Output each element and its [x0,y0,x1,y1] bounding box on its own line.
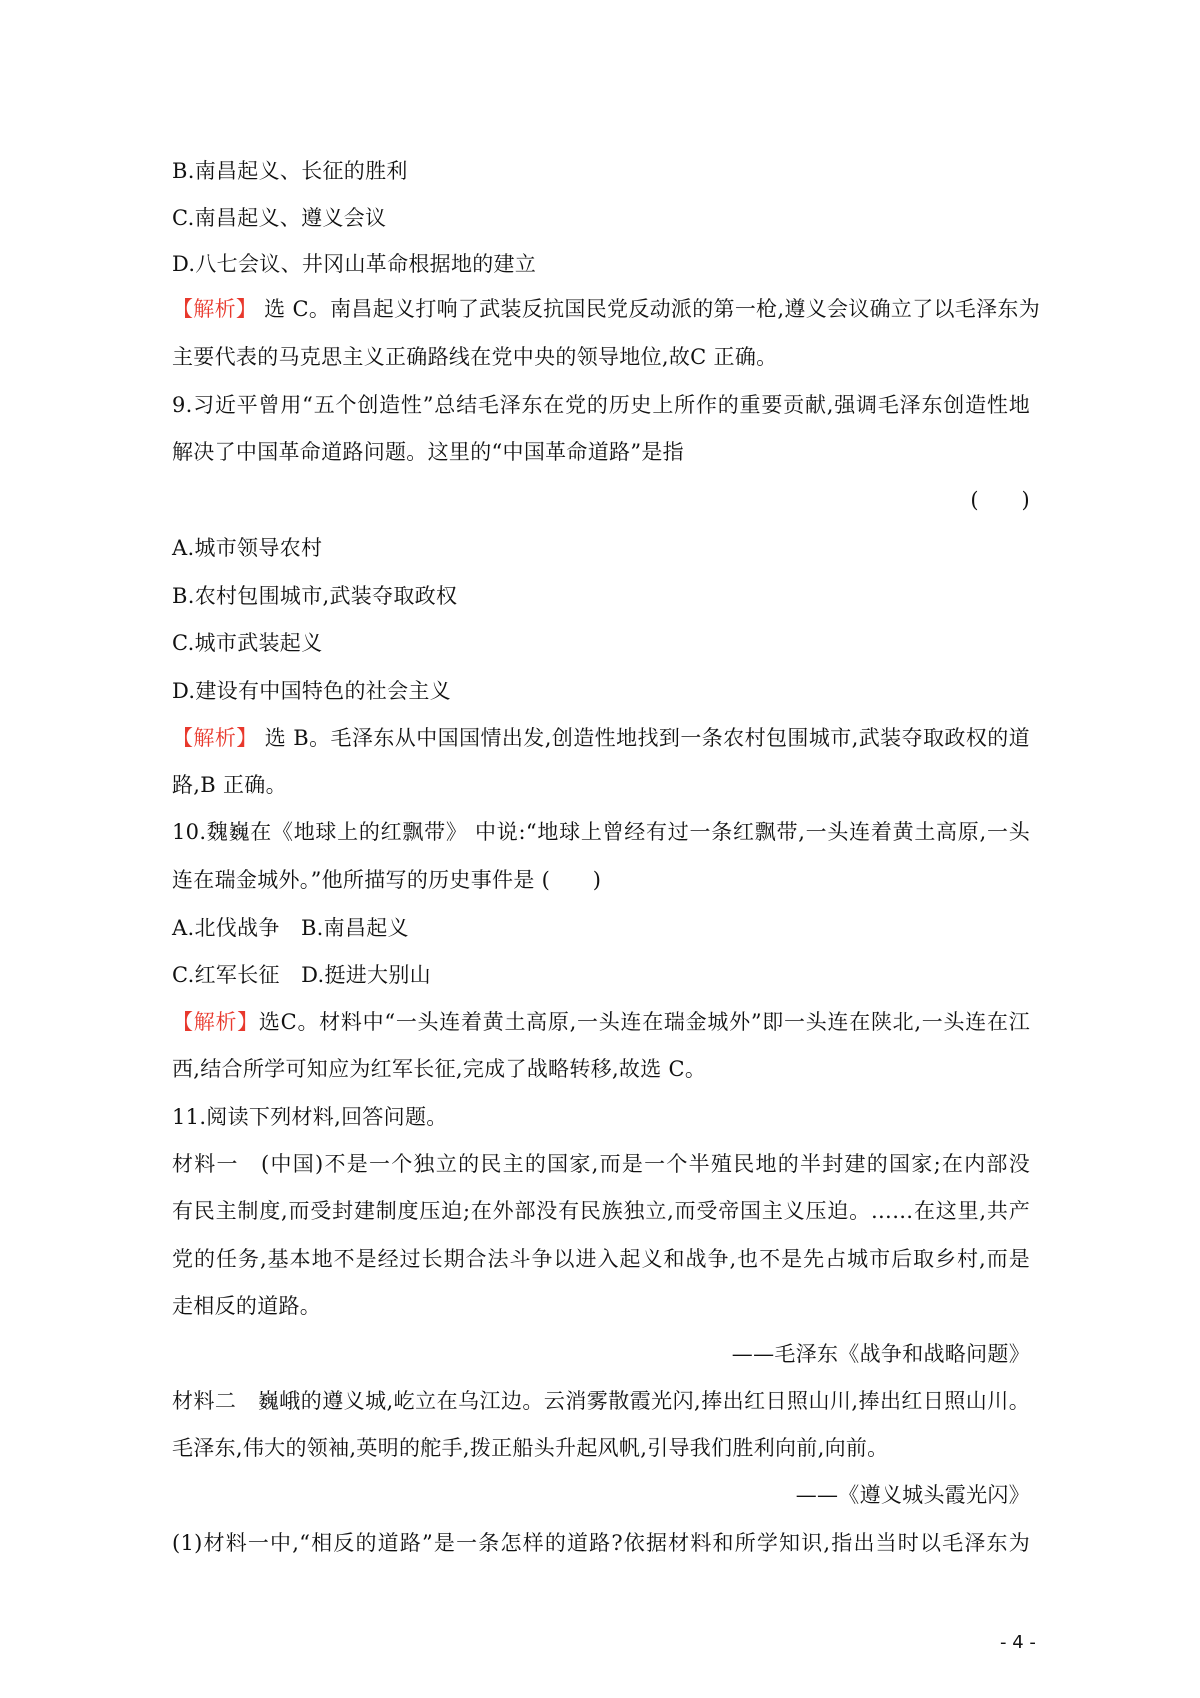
option-a-q9: A.城市领导农村 [172,536,323,560]
analysis-tag: 【解析】 [172,1010,259,1034]
answer-bracket-q9: ( ) [970,488,1030,512]
option-d-q9: D.建设有中国特色的社会主义 [172,679,451,703]
page-number: - 4 - [1000,1632,1036,1653]
options-cd-q10: C.红军长征 D.挺进大别山 [172,963,431,987]
analysis-tag: 【解析】 [172,297,258,321]
material-2-source: ——《遵义城头霞光闪》 [795,1483,1030,1507]
question-9-line2: 解决了中国革命道路问题。这里的“中国革命道路”是指 [172,440,684,464]
question-9-line1: 9.习近平曾用“五个创造性”总结毛泽东在党的历史上所作的重要贡献,强调毛泽东创造性地 [172,393,1030,417]
question-10-line2: 连在瑞金城外。”他所描写的历史事件是 ( ) [172,868,602,892]
analysis-q9-line2: 路,B 正确。 [172,773,287,797]
option-c-q9: C.城市武装起义 [172,631,323,655]
question-11-sub1: (1)材料一中,“相反的道路”是一条怎样的道路?依据材料和所学知识,指出当时以毛泽东为 [172,1531,1030,1555]
material-1-line4: 走相反的道路。 [172,1294,322,1318]
analysis-q10-line1: 【解析】选C。材料中“一头连着黄土高原,一头连在瑞金城外”即一头连在陕北,一头连在江 [172,1010,1031,1034]
question-11-title: 11.阅读下列材料,回答问题。 [172,1105,448,1129]
analysis-q8-line2: 主要代表的马克思主义正确路线在党中央的领导地位,故C 正确。 [172,345,778,369]
material-2-line2: 毛泽东,伟大的领袖,英明的舵手,拨正船头升起风帆,引导我们胜利向前,向前。 [172,1436,889,1460]
analysis-q8-line1: 【解析】 选 C。南昌起义打响了武装反抗国民党反动派的第一枪,遵义会议确立了以毛泽东为 [172,297,1040,321]
option-c-q8: C.南昌起义、遵义会议 [172,206,387,230]
material-1-line1: 材料一 (中国)不是一个独立的民主的国家,而是一个半殖民地的半封建的国家;在内部没 [172,1152,1030,1176]
option-b-q9: B.农村包围城市,武装夺取政权 [172,584,458,608]
analysis-q9-line1: 【解析】 选 B。毛泽东从中国国情出发,创造性地找到一条农村包围城市,武装夺取政权的道 [172,726,1030,750]
material-2-line1: 材料二 巍峨的遵义城,屹立在乌江边。云消雾散霞光闪,捧出红日照山川,捧出红日照山川。 [172,1389,1030,1413]
material-1-line3: 党的任务,基本地不是经过长期合法斗争以进入起义和战争,也不是先占城市后取乡村,而是 [172,1247,1030,1271]
analysis-q10-line2: 西,结合所学可知应为红军长征,完成了战略转移,故选 C。 [172,1057,707,1081]
material-1-source: ——毛泽东《战争和战略问题》 [731,1342,1030,1366]
material-1-line2: 有民主制度,而受封建制度压迫;在外部没有民族独立,而受帝国主义压迫。……在这里,共产 [172,1199,1030,1223]
option-b-q8: B.南昌起义、长征的胜利 [172,159,408,183]
options-ab-q10: A.北伐战争 B.南昌起义 [172,916,409,940]
analysis-tag: 【解析】 [172,726,258,750]
option-d-q8: D.八七会议、井冈山革命根据地的建立 [172,252,537,276]
question-10-line1: 10.魏巍在《地球上的红飘带》 中说:“地球上曾经有过一条红飘带,一头连着黄土高原,一头 [172,820,1030,844]
